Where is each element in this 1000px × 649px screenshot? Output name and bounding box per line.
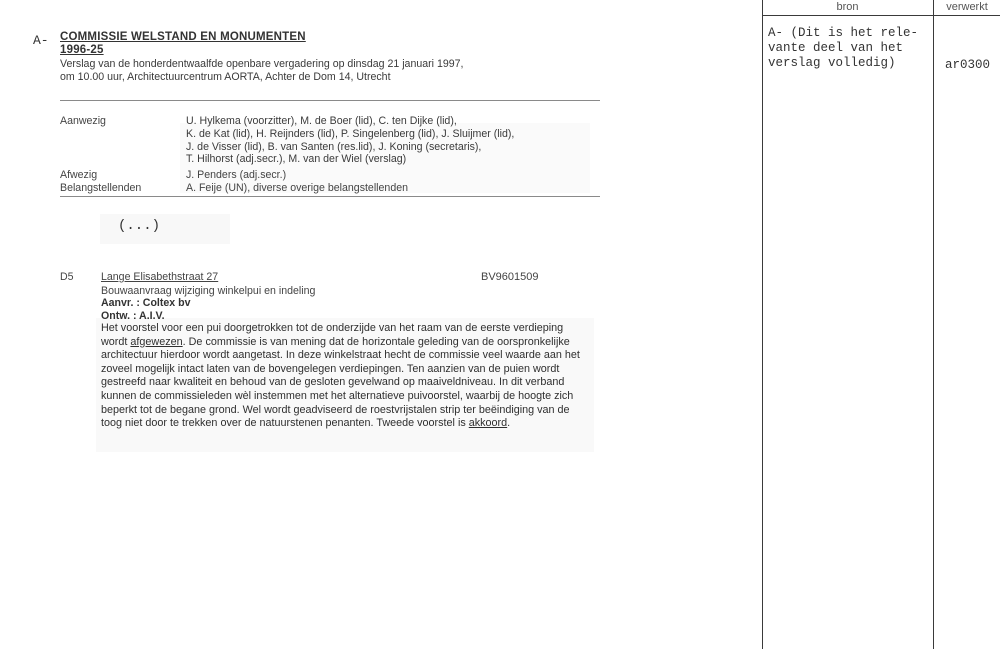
item-designer: Ontw. : A.I.V. — [101, 310, 165, 322]
attendance-list-belangstellenden: A. Feije (UN), diverse overige belangstellenden — [186, 182, 408, 194]
item-reference: BV9601509 — [481, 271, 539, 283]
item-request: Bouwaanvraag wijziging winkelpui en indeling — [101, 285, 316, 297]
attendance-label-afwezig: Afwezig — [60, 169, 98, 181]
omission-ellipsis: (...) — [118, 218, 161, 234]
doc-subtitle — [60, 58, 463, 84]
item-code: D5 — [60, 271, 74, 283]
attendee-line: J. de Visser (lid), B. van Santen (res.lid), J. Koning (secretaris), — [186, 140, 482, 153]
item-address: Lange Elisabethstraat 27 — [101, 271, 219, 283]
attendee-line: U. Hylkema (voorzitter), M. de Boer (lid), C. ten Dijke (lid), — [186, 115, 457, 127]
column-header-verwerkt: verwerkt — [946, 1, 988, 13]
attendee-line: K. de Kat (lid), H. Reijnders (lid), P. Singelenberg (lid), J. Sluijmer (lid), — [186, 127, 515, 140]
attendance-list-aanwezig — [186, 115, 514, 166]
attendance-label-belangstellenden: Belangstellenden — [60, 182, 142, 194]
divider-bottom — [60, 196, 600, 197]
column-header-bron: bron — [836, 1, 859, 13]
verwerkt-code: ar0300 — [945, 58, 991, 72]
item-body-part: . De commissie is van mening dat de horizontale geleding van de oorspronkelijke architectuur hierdoor wordt aangetast. In deze winkelstraat hecht de commissie veel waarde aan het zoveel mogelijk intact laten van de bovengelegen verdiepingen. Ten aanzien van de puien wordt gestreefd naar kwaliteit en behoud van de gesloten gevelwand op maaiveldniveau. In dit verband kunnen de commissieleden wèl instemmen met het alternatieve puivoorstel, waarbij de hoogte zich beperkt tot de begane grond. Wel wordt geadviseerd de roestvrijstalen strip ter beëindiging van de toog niet door te trekken over de natuurstenen penanten. Tweede voorstel is — [101, 335, 580, 430]
bron-note-line: vante deel van het — [768, 41, 904, 55]
bron-note-line: verslag volledig) — [768, 56, 896, 70]
verdict-approved: akkoord — [468, 417, 508, 430]
doc-title: COMMISSIE WELSTAND EN MONUMENTEN — [60, 31, 306, 43]
divider-top — [60, 100, 600, 101]
attendee-line: T. Hilhorst (adj.secr.), M. van der Wiel (verslag) — [186, 153, 407, 166]
item-body-part: . — [507, 417, 511, 430]
doc-subtitle-line: om 10.00 uur, Architectuurcentrum AORTA, Achter de Dom 14, Utrecht — [60, 71, 391, 83]
margin-line-middle — [933, 0, 934, 649]
doc-marker: A- — [33, 33, 49, 48]
margin-header-rule — [762, 15, 1000, 16]
bron-note-line: A- (Dit is het rele- — [768, 26, 919, 40]
attendance-list-afwezig: J. Penders (adj.secr.) — [186, 169, 287, 181]
bron-note — [768, 26, 918, 71]
margin-line-left — [762, 0, 763, 649]
item-applicant: Aanvr. : Coltex bv — [101, 297, 191, 309]
doc-subtitle-line: Verslag van de honderdentwaalfde openbare vergadering op dinsdag 21 januari 1997, — [60, 58, 464, 70]
verdict-rejected: afgewezen — [130, 335, 183, 348]
item-body — [101, 322, 587, 431]
doc-number: 1996-25 — [60, 44, 104, 56]
item-body-part: Het voorstel voor een pui doorgetrokken tot de onderzijde van het raam van de eerste verdieping wordt — [101, 322, 564, 348]
attendance-label-aanwezig: Aanwezig — [60, 115, 106, 127]
